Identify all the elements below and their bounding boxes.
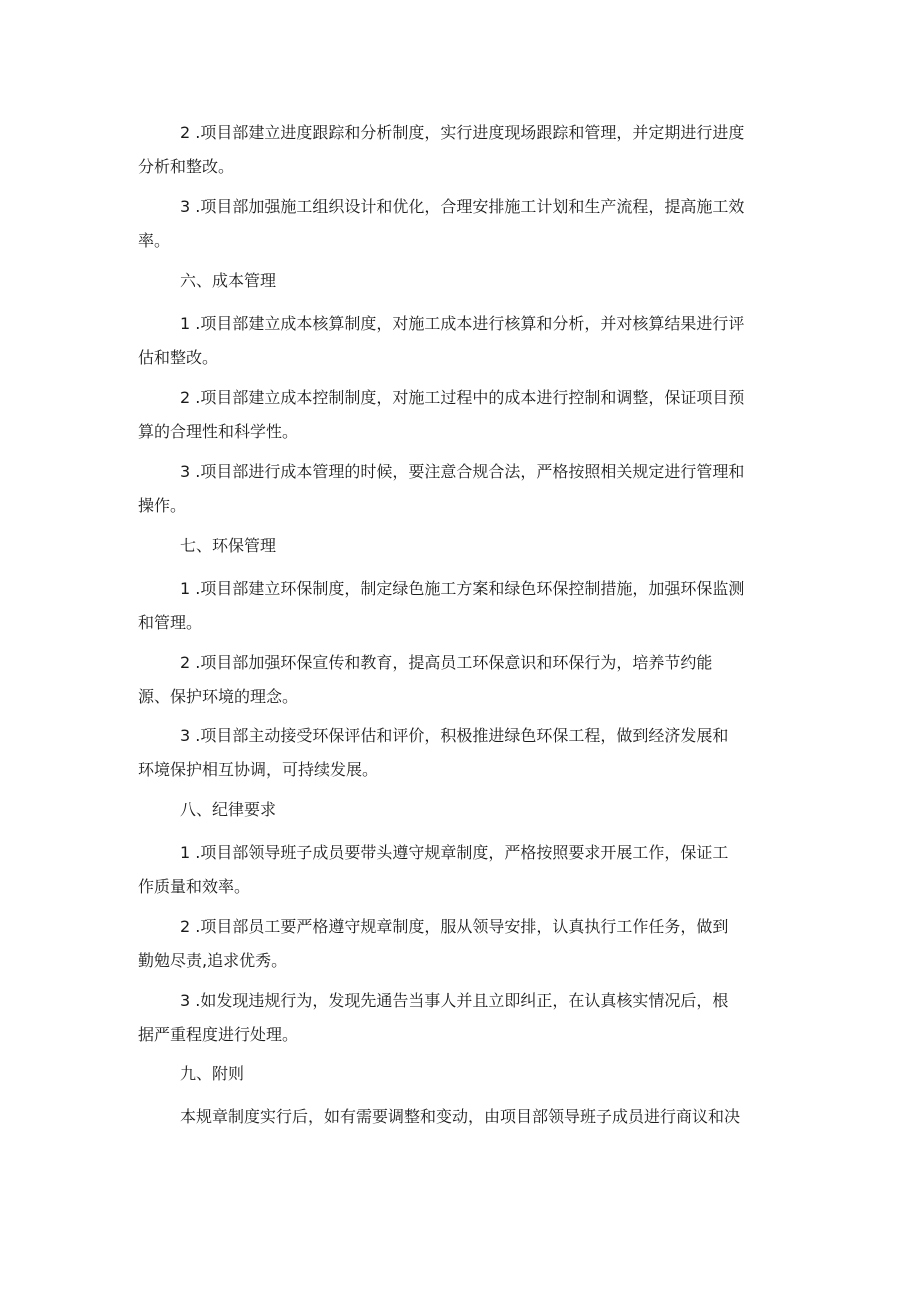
heading-text: 六、成本管理 <box>180 271 277 290</box>
section-heading-supplementary-provisions <box>180 1057 244 1091</box>
paragraph-line: 2 .项目部建立成本控制制度，对施工过程中的成本进行控制和调整，保证项目预 <box>180 388 745 407</box>
paragraph-line: 算的合理性和科学性。 <box>138 422 299 441</box>
paragraph-line: 本规章制度实行后，如有需要调整和变动，由项目部领导班子成员进行商议和决 <box>180 1107 741 1126</box>
paragraph-cost-control <box>138 381 788 449</box>
section-heading-environmental-management <box>180 529 276 563</box>
paragraph-line: 1 .项目部建立环保制度，制定绿色施工方案和绿色环保控制措施，加强环保监测 <box>180 579 745 598</box>
paragraph-line: 1 .项目部领导班子成员要带头遵守规章制度，严格按照要求开展工作，保证工 <box>180 843 729 862</box>
paragraph-line: 勤勉尽责,追求优秀。 <box>138 951 288 970</box>
heading-text: 七、环保管理 <box>180 536 277 555</box>
paragraph-line: 2 .项目部员工要严格遵守规章制度，服从领导安排，认真执行工作任务，做到 <box>180 917 729 936</box>
paragraph-environmental-system <box>138 572 788 640</box>
paragraph-line: 环境保护相互协调，可持续发展。 <box>138 760 379 779</box>
paragraph-line: 2 .项目部建立进度跟踪和分析制度，实行进度现场跟踪和管理，并定期进行进度 <box>180 123 745 142</box>
paragraph-staff-discipline <box>138 910 788 978</box>
paragraph-line: 2 .项目部加强环保宣传和教育，提高员工环保意识和环保行为，培养节约能 <box>180 653 713 672</box>
paragraph-environmental-education <box>138 646 788 714</box>
paragraph-progress-tracking <box>138 116 788 184</box>
paragraph-line: 率。 <box>138 231 171 250</box>
paragraph-supplementary-text <box>180 1100 790 1134</box>
paragraph-line: 1 .项目部建立成本核算制度，对施工成本进行核算和分析，并对核算结果进行评 <box>180 314 745 333</box>
paragraph-line: 估和整改。 <box>138 348 219 367</box>
paragraph-line: 3 .项目部加强施工组织设计和优化，合理安排施工计划和生产流程，提高施工效 <box>180 197 745 216</box>
heading-text: 八、纪律要求 <box>180 800 277 819</box>
paragraph-line: 3 .项目部进行成本管理的时候，要注意合规合法，严格按照相关规定进行管理和 <box>180 462 745 481</box>
paragraph-line: 和管理。 <box>138 613 203 632</box>
paragraph-environmental-assessment <box>138 719 788 787</box>
paragraph-line: 作质量和效率。 <box>138 877 251 896</box>
section-heading-discipline <box>180 793 276 827</box>
section-heading-cost-management <box>180 264 276 298</box>
heading-text: 九、附则 <box>180 1064 245 1083</box>
paragraph-leadership-discipline <box>138 836 788 904</box>
paragraph-line: 分析和整改。 <box>138 157 235 176</box>
paragraph-violation-handling <box>138 984 788 1052</box>
paragraph-cost-accounting <box>138 307 788 375</box>
paragraph-line: 操作。 <box>138 496 187 515</box>
paragraph-line: 3 .项目部主动接受环保评估和评价，积极推进绿色环保工程，做到经济发展和 <box>180 726 729 745</box>
paragraph-construction-optimization <box>138 190 788 258</box>
paragraph-line: 3 .如发现违规行为，发现先通告当事人并且立即纠正，在认真核实情况后，根 <box>180 991 729 1010</box>
paragraph-line: 源、保护环境的理念。 <box>138 687 299 706</box>
paragraph-line: 据严重程度进行处理。 <box>138 1025 299 1044</box>
paragraph-cost-compliance <box>138 455 788 523</box>
